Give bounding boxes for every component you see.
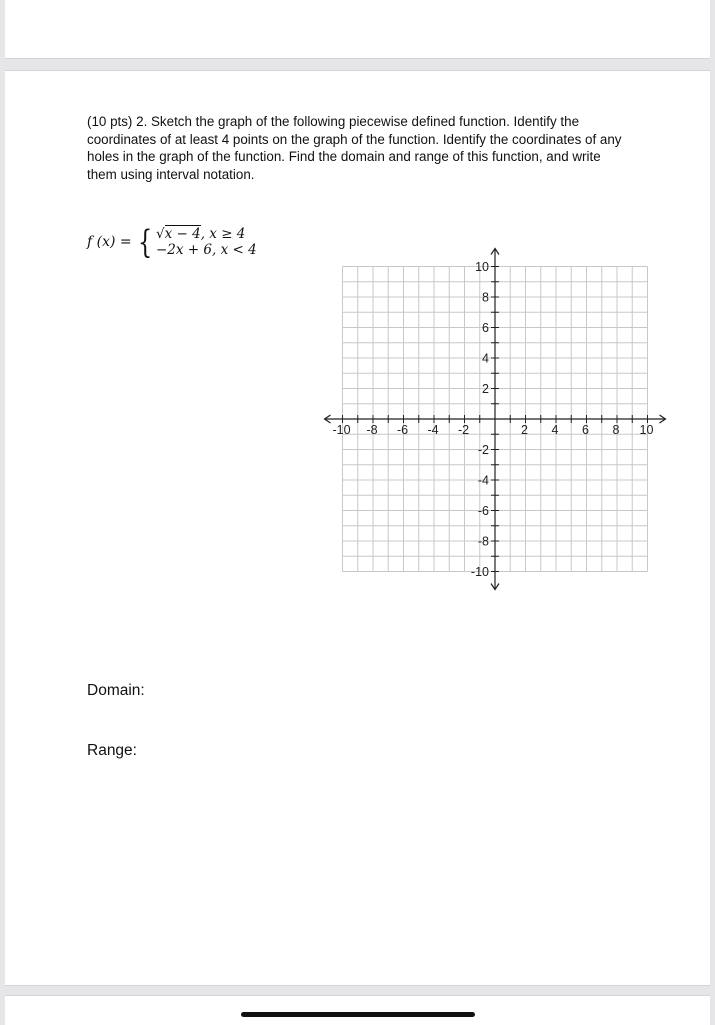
x-tick-label: 10	[639, 423, 654, 437]
x-tick-label: -8	[366, 423, 378, 437]
y-tick-label: -6	[477, 504, 489, 518]
axes	[325, 249, 666, 590]
case-2: −2x + 6, x < 4	[156, 242, 257, 258]
piecewise-function	[87, 224, 257, 260]
function-cases	[156, 226, 257, 258]
y-tick-label: 8	[482, 290, 489, 305]
y-tick-label: 10	[475, 260, 489, 274]
problem-statement: (10 pts) 2. Sketch the graph of the following piecewise defined function. Identify the coordinates of at least 4 points on the graph of the function. Identify the coordinates of any holes in the graph of the function. Find the domain and range of this function, and write them using interval notation.	[87, 114, 622, 182]
range-label: Range:	[87, 742, 137, 759]
y-tick-label: 2	[482, 382, 489, 396]
x-tick-label: -2	[457, 423, 470, 437]
sqrt-symbol: √	[156, 226, 165, 242]
case-1	[156, 226, 257, 242]
y-tick-label: -4	[477, 473, 489, 488]
y-tick-label: -10	[470, 565, 489, 579]
previous-page-card	[5, 0, 710, 59]
home-indicator[interactable]	[241, 1012, 475, 1017]
left-brace: {	[137, 223, 152, 261]
x-tick-label: -10	[332, 423, 351, 437]
x-tick-label: 2	[521, 423, 528, 437]
case-1-radicand: x − 4	[164, 226, 201, 242]
coordinate-grid[interactable]	[320, 244, 672, 594]
y-tick-label: 6	[482, 321, 489, 335]
x-tick-label: -6	[396, 423, 409, 437]
x-tick-label: -4	[427, 423, 439, 437]
domain-label: Domain:	[87, 682, 145, 699]
y-tick-label: -8	[477, 534, 489, 549]
x-tick-label: 4	[551, 423, 559, 437]
x-tick-label: 8	[612, 423, 620, 437]
next-page-card	[5, 995, 710, 1025]
case-1-condition: , x ≥ 4	[200, 226, 246, 242]
function-lhs: f (x) =	[87, 234, 132, 250]
y-tick-label: 4	[482, 351, 489, 366]
y-tick-label: -2	[477, 443, 489, 457]
x-tick-label: 6	[582, 423, 589, 437]
